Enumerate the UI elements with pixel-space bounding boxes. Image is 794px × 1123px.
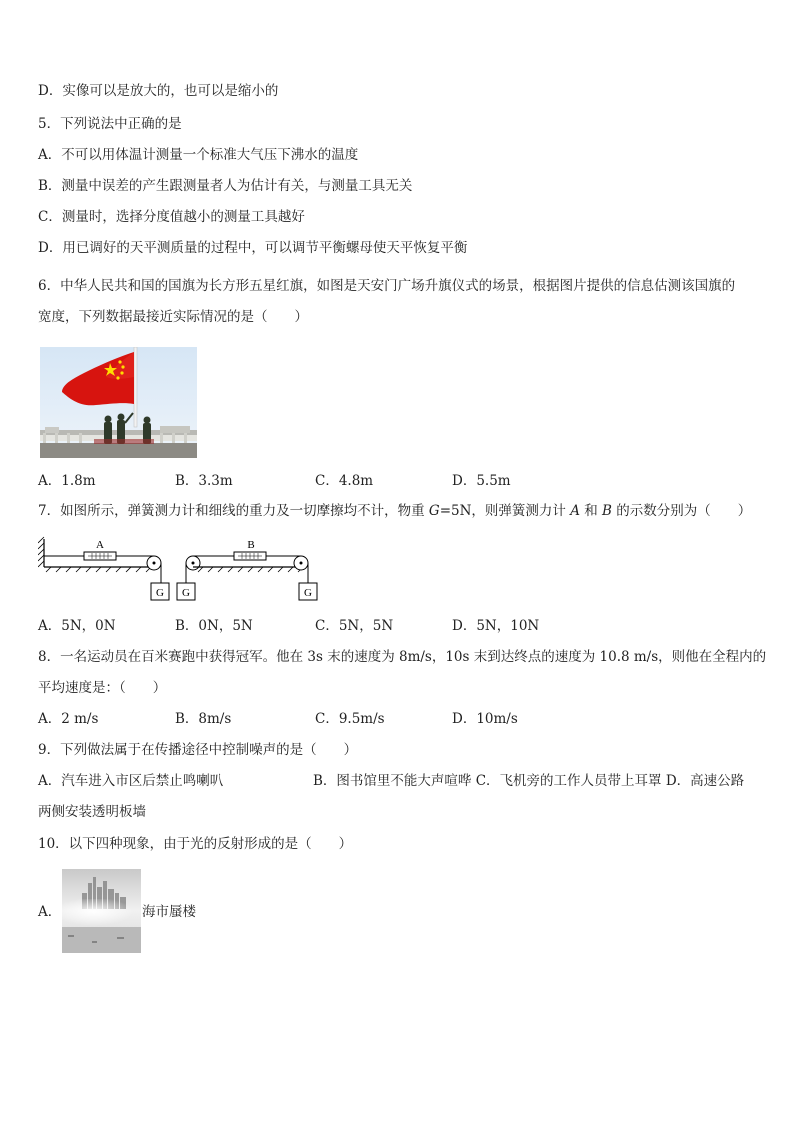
q6-option-a: A．1.8m: [38, 473, 96, 489]
q10-stem: 10．以下四种现象，由于光的反射形成的是（ ）: [38, 836, 353, 852]
q7-option-a: A．5N，0N: [38, 618, 116, 634]
q6-stem-line2: 宽度，下列数据最接近实际情况的是（ ）: [38, 309, 308, 325]
q5-option-c: C．测量时，选择分度值越小的测量工具越好: [38, 209, 305, 225]
q7-option-c: C．5N，5N: [315, 618, 394, 634]
spring-scale-figure: [38, 533, 328, 605]
q8-option-b: B．8m/s: [175, 711, 232, 727]
q5-option-b: B．测量中误差的产生跟测量者人为估计有关，与测量工具无关: [38, 178, 413, 194]
q6-options: [38, 472, 558, 490]
q10-option-a-text: 海市蜃楼: [142, 904, 196, 920]
weight-g-right-label: G: [304, 587, 312, 599]
q8-option-a: A．2 m/s: [38, 711, 99, 727]
q9-option-a: A．汽车进入市区后禁止鸣喇叭: [38, 773, 224, 789]
q8-option-c: C．9.5m/s: [315, 711, 385, 727]
q8-stem-line2: 平均速度是：（ ）: [38, 680, 167, 696]
mirage-photo: [62, 869, 141, 953]
q7-options: [38, 617, 558, 635]
q8-stem-line1: 8．一名运动员在百米赛跑中获得冠军。他在 3s 末的速度为 8m/s，10s 末到达终点的速度为 10.8 m/s，则他在全程内的: [38, 649, 767, 665]
q7-stem: 7．如图所示，弹簧测力计和细线的重力及一切摩擦均不计，物重 G=5N，则弹簧测力计 A 和 B 的示数分别为（ ）: [38, 503, 752, 519]
spring-scale-a-label: A: [96, 539, 104, 551]
q9-stem: 9．下列做法属于在传播途径中控制噪声的是（ ）: [38, 742, 358, 758]
flag-raising-photo: [40, 347, 197, 458]
q6-option-b: B．3.3m: [175, 473, 233, 489]
q4-option-d: D．实像可以是放大的，也可以是缩小的: [38, 83, 279, 99]
q7-option-b: B．0N，5N: [175, 618, 253, 634]
q6-stem-line1: 6．中华人民共和国的国旗为长方形五星红旗，如图是天安门广场升旗仪式的场景，根据图片提供的信息估测该国旗的: [38, 278, 736, 294]
spring-scale-b-label: B: [247, 539, 255, 551]
q5-option-d: D．用已调好的天平测质量的过程中，可以调节平衡螺母使天平恢复平衡: [38, 240, 468, 256]
q6-option-d: D．5.5m: [452, 473, 511, 489]
q10-option-a-prefix: A．: [38, 904, 62, 920]
q8-options: [38, 710, 558, 728]
q9-line2: 两侧安装透明板墙: [38, 804, 146, 820]
q9-options-bcd: B．图书馆里不能大声喧哗 C．飞机旁的工作人员带上耳罩 D．高速公路: [313, 773, 745, 789]
q5-stem: 5．下列说法中正确的是: [38, 116, 182, 132]
q8-option-d: D．10m/s: [452, 711, 518, 727]
q6-option-c: C．4.8m: [315, 473, 374, 489]
weight-g-left-label: G: [156, 587, 164, 599]
weight-g-middle-label: G: [182, 587, 190, 599]
q7-option-d: D．5N，10N: [452, 618, 540, 634]
q5-option-a: A．不可以用体温计测量一个标准大气压下沸水的温度: [38, 147, 359, 163]
